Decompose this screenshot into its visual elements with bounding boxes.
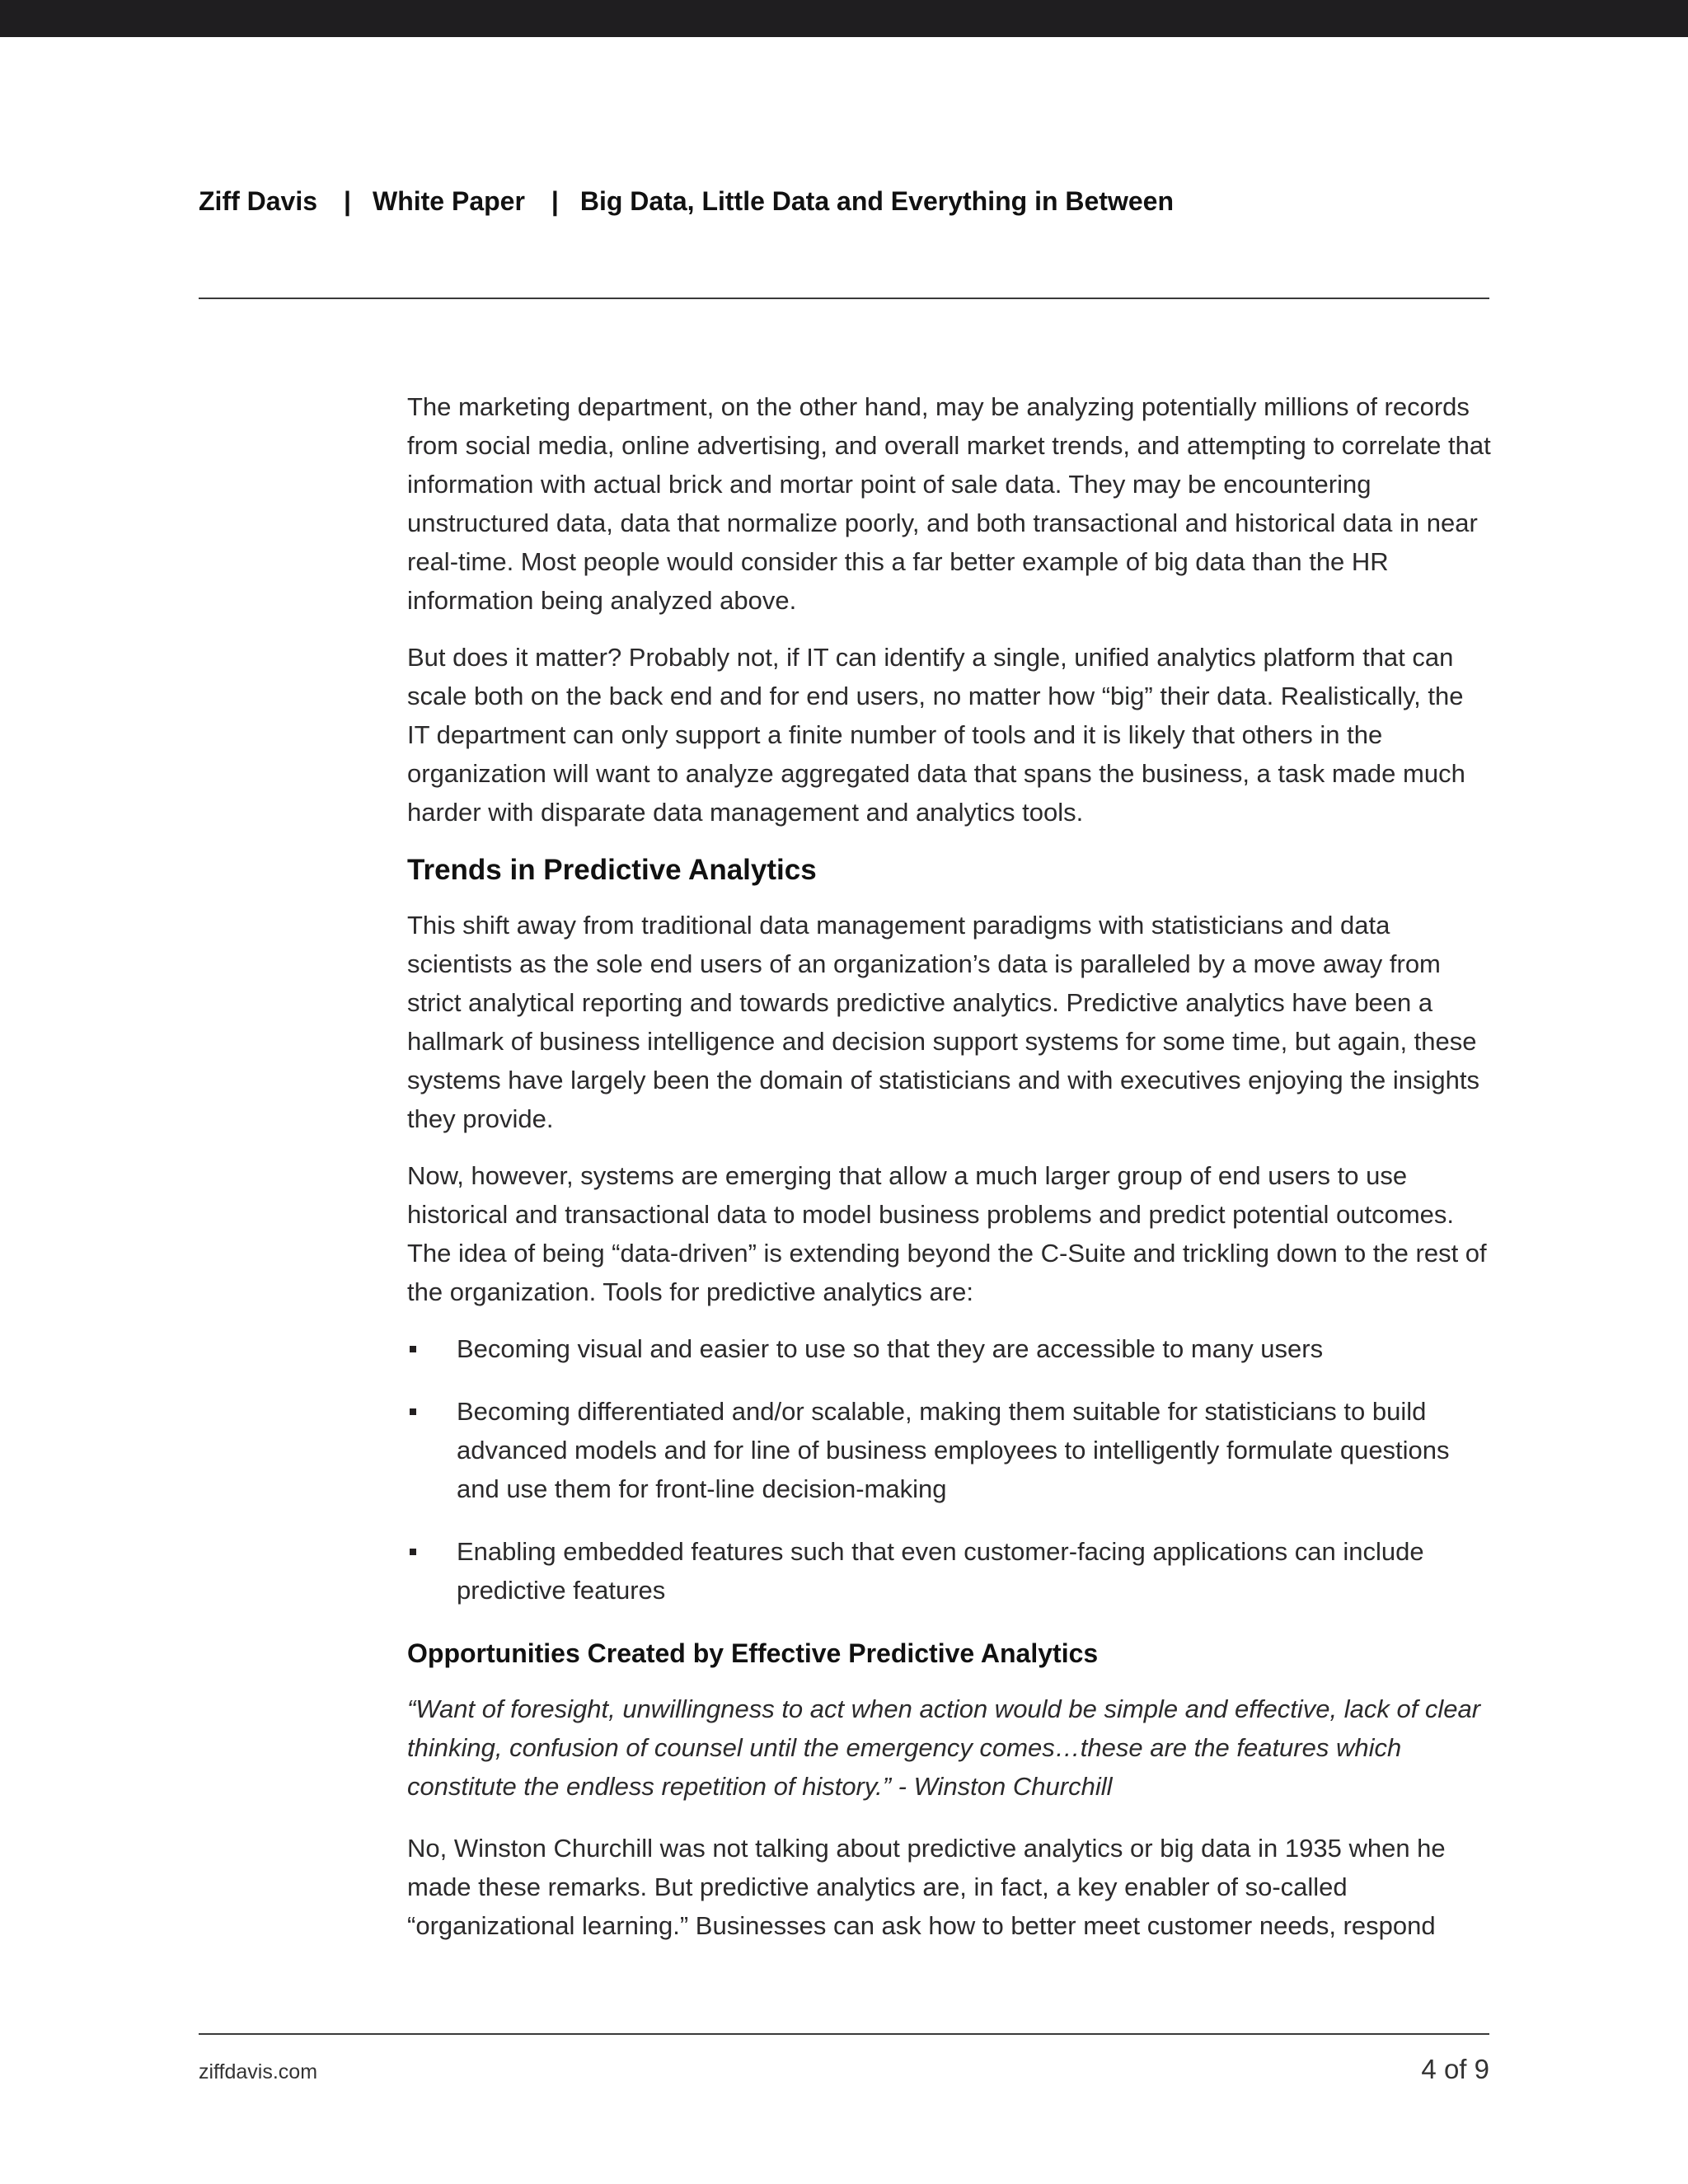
paragraph: This shift away from traditional data management paradigms with statisticians and data scientists as the sole end users of an organization’s data is paralleled by a move away from strict analytical reporting and towards predictive analytics. Predictive analytics have been a hallmark of business intelligence and decision support systems for some time, but again, these systems have largely been the domain of statisticians and with executives enjoying the insights they provide. — [407, 911, 1479, 1133]
main-content — [407, 387, 1491, 1963]
paragraph: No, Winston Churchill was not talking about predictive analytics or big data in 1935 when he made these remarks. But predictive analytics are, in fact, a key enabler of so-called “organizational learning.” Businesses can ask how to better meet customer needs, respond — [407, 1834, 1446, 1940]
doc-type: White Paper — [372, 185, 525, 216]
paragraph: But does it matter? Probably not, if IT can identify a single, unified analytics platform that can scale both on the back end and for end users, no matter how “big” their data. Realistically, the IT department can only support a finite number of tools and it is likely that others in the organization will want to analyze aggregated data that spans the business, a task made much harder with disparate data management and analytics tools. — [407, 643, 1465, 827]
list-item — [407, 1329, 1491, 1368]
list-item — [407, 1532, 1491, 1610]
bullet-icon — [410, 1408, 416, 1415]
list-item-text: Becoming differentiated and/or scalable, making them suitable for statisticians to build advanced models and for line of business employees to intelligently formulate questions and use them for front-line decision-making — [457, 1397, 1450, 1503]
page-number: 4 of 9 — [1421, 2054, 1489, 2084]
list-item — [407, 1392, 1491, 1508]
header-divider — [199, 298, 1489, 299]
header-separator: | — [551, 185, 559, 216]
footer-site: ziffdavis.com — [199, 2060, 318, 2083]
footer-divider — [199, 2033, 1489, 2035]
brand-name: Ziff Davis — [199, 185, 318, 216]
page-header — [199, 176, 1174, 226]
bullet-icon — [410, 1549, 416, 1555]
bullet-list — [407, 1329, 1491, 1610]
paragraph: The marketing department, on the other hand, may be analyzing potentially millions of records from social media, online advertising, and overall market trends, and attempting to correlate that information with actual brick and mortar point of sale data. They may be encountering unstructured data, data that normalize poorly, and both transactional and historical data in near real-time. Most people would consider this a far better example of big data than the HR information being analyzed above. — [407, 392, 1491, 615]
subsection-heading: Opportunities Created by Effective Predictive Analytics — [407, 1638, 1099, 1668]
document-title: Big Data, Little Data and Everything in Between — [579, 185, 1174, 216]
quote: “Want of foresight, unwillingness to act when action would be simple and effective, lack of clear thinking, confusion of counsel until the emergency comes…these are the features which constitute the endless repetition of history.” - Winston Churchill — [407, 1694, 1481, 1801]
header-separator: | — [344, 185, 351, 216]
top-bar — [0, 0, 1688, 37]
paragraph: Now, however, systems are emerging that allow a much larger group of end users to use historical and transactional data to model business problems and predict potential outcomes. The idea of being “data-driven” is extending beyond the C-Suite and trickling down to the rest of the organization. Tools for predictive analytics are: — [407, 1161, 1487, 1306]
bullet-icon — [410, 1346, 416, 1352]
list-item-text: Becoming visual and easier to use so that they are accessible to many users — [457, 1334, 1324, 1363]
list-item-text: Enabling embedded features such that even customer-facing applications can include predictive features — [457, 1537, 1424, 1605]
section-heading: Trends in Predictive Analytics — [407, 854, 817, 886]
